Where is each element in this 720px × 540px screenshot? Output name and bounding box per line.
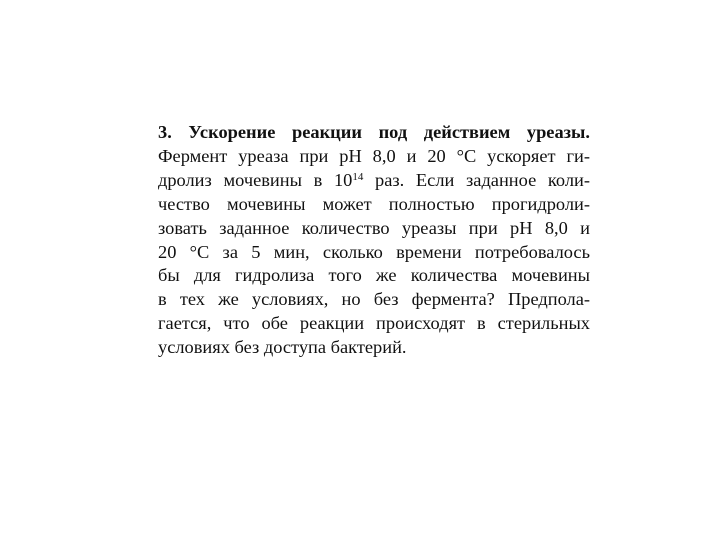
- problem-line-4: зовать заданное количество уреазы при pH 8,0 и: [158, 217, 590, 238]
- problem-line-1: Фермент уреаза при pH 8,0 и 20 °С ускоряет ги-: [158, 145, 590, 166]
- problem-line-7: в тех же условиях, но без фермента? Предпола-: [158, 289, 590, 310]
- problem-text-block: [158, 121, 590, 360]
- problem-line-9: условиях без доступа бактерий.: [158, 337, 407, 358]
- problem-line-6: бы для гидролиза того же количества мочевины: [158, 265, 590, 286]
- problem-line-3: чество мочевины может полностью прогидроли-: [158, 193, 590, 214]
- problem-line-2-start: дролиз мочевины в 10: [158, 169, 353, 190]
- problem-line-2-end: раз. Если заданное коли-: [363, 169, 590, 190]
- problem-title: 3. Ускорение реакции под действием уреазы.: [158, 122, 590, 142]
- problem-line-8: гается, что обе реакции происходят в стерильных: [158, 313, 590, 334]
- problem-line-2: [158, 169, 590, 193]
- exponent-superscript: 14: [352, 170, 364, 183]
- problem-line-5: 20 °С за 5 мин, сколько времени потребовалось: [158, 241, 590, 262]
